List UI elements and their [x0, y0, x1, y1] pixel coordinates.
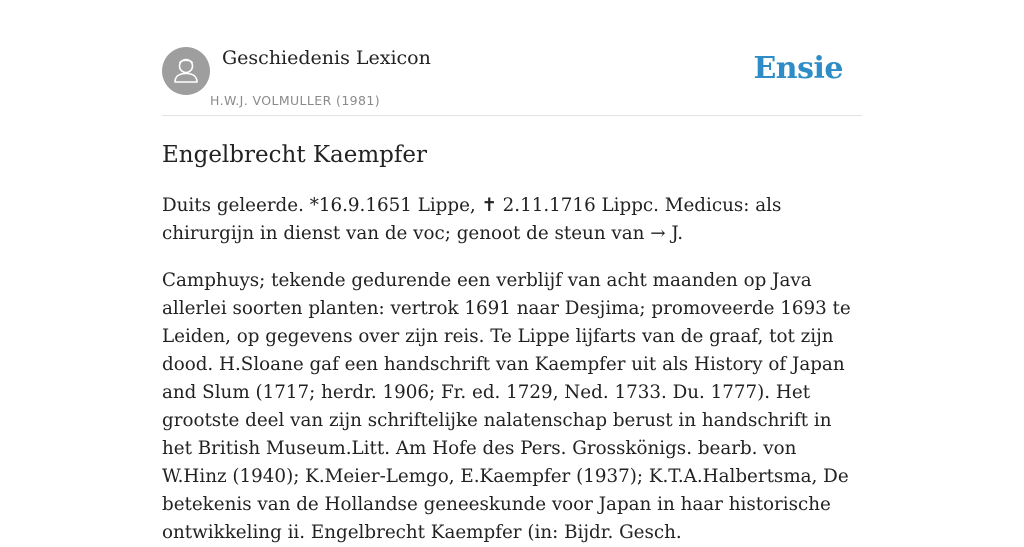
article-paragraph: Camphuys; tekende gedurende een verblijf van acht maanden op Java allerlei soorten planten: vertrok 1691 naar Desjima; promoveerde 1693 te Leiden, op gegevens over zijn reis. Te Lippe lijfarts van de graaf, tot zijn dood. H.Sloane gaf een handschrift van Kaempfer uit als History of Japan and Slum (1717; herdr. 1906; Fr. ed. 1729, Ned. 1733. Du. 1777). Het grootste deel van zijn schriftelijke nalatenschap berust in handschrift in het British Museum.Litt. Am Hofe des Pers. Grosskönigs. bearb. von W.Hinz (1940); K.Meier-Lemgo, E.Kaempfer (1937); K.T.A.Halbertsma, De betekenis van de Hollandse geneeskunde voor Japan in haar historische ontwikkeling ii. Engelbrecht Kaempfer (in: Bijdr. Gesch. [162, 270, 851, 543]
article-paragraph: Duits geleerde. *16.9.1651 Lippe, ✝ 2.11.1716 Lippc. Medicus: als chirurgijn in dienst van de voc; genoot de steun van → J. [162, 195, 782, 244]
article [162, 138, 862, 547]
avatar[interactable] [162, 47, 210, 95]
article-title: Engelbrecht Kaempfer [162, 142, 428, 168]
lexicon-title[interactable]: Geschiedenis Lexicon [222, 47, 431, 69]
brand-logo-link[interactable]: Ensie [753, 51, 843, 86]
user-silhouette-icon [162, 47, 210, 95]
page-header [162, 0, 862, 116]
author-byline[interactable]: H.W.J. VOLMULLER (1981) [210, 93, 381, 108]
